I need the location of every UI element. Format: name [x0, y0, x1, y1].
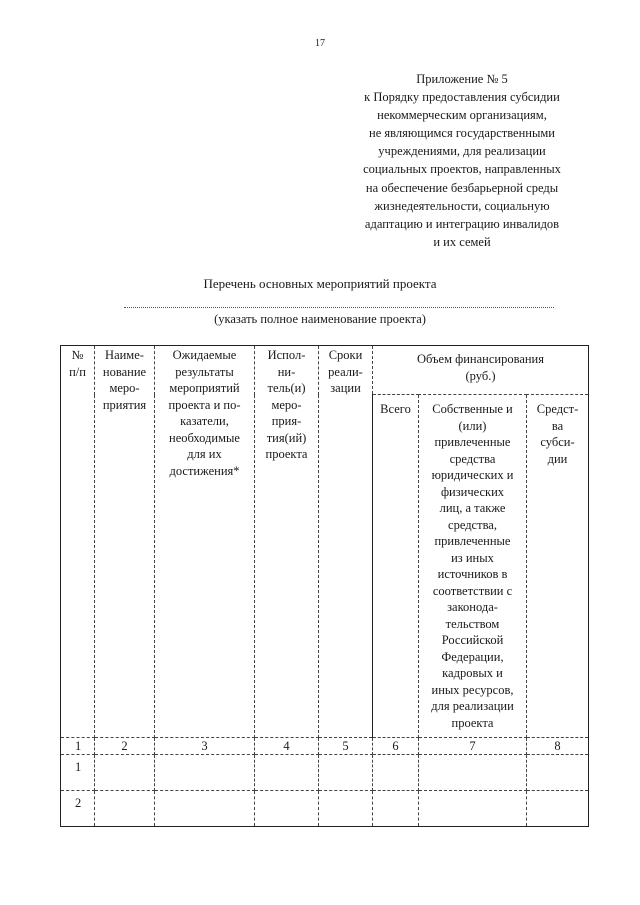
page-number: 17: [315, 38, 325, 49]
header-own-funds: Собственные и (или) привлеченные средства юридических и физических лиц, а также средства, привлеченные из иных источников в соответствии с законода- тельством Российской Федерации, кадровых и иных ресурсов, для реализации проекта: [419, 395, 527, 738]
column-number: 4: [255, 738, 319, 755]
table-cell: [319, 791, 373, 827]
table-row: [61, 755, 589, 791]
appendix-line: жизнедеятельности, социальную: [374, 198, 550, 213]
header-expected-results: Ожидаемые результаты мероприятий проекта и по- казатели, необходимые для их достижения*: [155, 346, 255, 738]
appendix-line: на обеспечение безбарьерной среды: [365, 180, 559, 195]
table-cell: [419, 791, 527, 827]
appendix-line: некоммерческим организациям,: [377, 108, 547, 123]
appendix-line: социальных проектов, направленных: [363, 162, 561, 177]
appendix-line: к Порядку предоставления субсидии: [364, 90, 560, 105]
table-cell: [373, 755, 419, 791]
column-number: 3: [155, 738, 255, 755]
table-cell: [95, 791, 155, 827]
header-executor: Испол- ни- тель(и) меро- прия- тия(ий) проекта: [255, 346, 319, 738]
table-cell: [527, 791, 589, 827]
header-terms: Сроки реали- зации: [319, 346, 373, 738]
appendix-line: учреждениями, для реализации: [378, 144, 546, 159]
table-cell: [319, 755, 373, 791]
appendix-line: адаптацию и интеграцию инвалидов: [364, 216, 560, 231]
project-name-blank-line: [124, 307, 554, 308]
row-number: 2: [61, 791, 95, 827]
table-cell: [155, 791, 255, 827]
table-cell: [419, 755, 527, 791]
table-cell: [373, 791, 419, 827]
appendix-line: Приложение № 5: [416, 72, 508, 86]
header-num: № п/п: [61, 346, 95, 738]
activities-table: [60, 345, 589, 827]
column-number: 5: [319, 738, 373, 755]
header-total: Всего: [373, 395, 419, 738]
header-subsidy-funds: Средст- ва субси- дии: [527, 395, 589, 738]
row-number: 1: [61, 755, 95, 791]
table-cell: [155, 755, 255, 791]
appendix-line: и их семей: [433, 234, 491, 249]
table-cell: [95, 755, 155, 791]
column-number: 1: [61, 738, 95, 755]
column-number: 8: [527, 738, 589, 755]
header-activity-name: Наиме- нование меро- приятия: [95, 346, 155, 738]
document-title: Перечень основных мероприятий проекта: [203, 276, 437, 291]
table-cell: [527, 755, 589, 791]
column-number: 2: [95, 738, 155, 755]
project-name-hint: (указать полное наименование проекта): [214, 312, 426, 326]
table-row: [61, 791, 589, 827]
appendix-line: не являющимся государственными: [369, 126, 555, 141]
header-financing: Объем финансирования (руб.): [373, 346, 589, 395]
table-cell: [255, 755, 319, 791]
appendix-header: [336, 70, 588, 251]
column-number: 6: [373, 738, 419, 755]
table-cell: [255, 791, 319, 827]
column-number: 7: [419, 738, 527, 755]
